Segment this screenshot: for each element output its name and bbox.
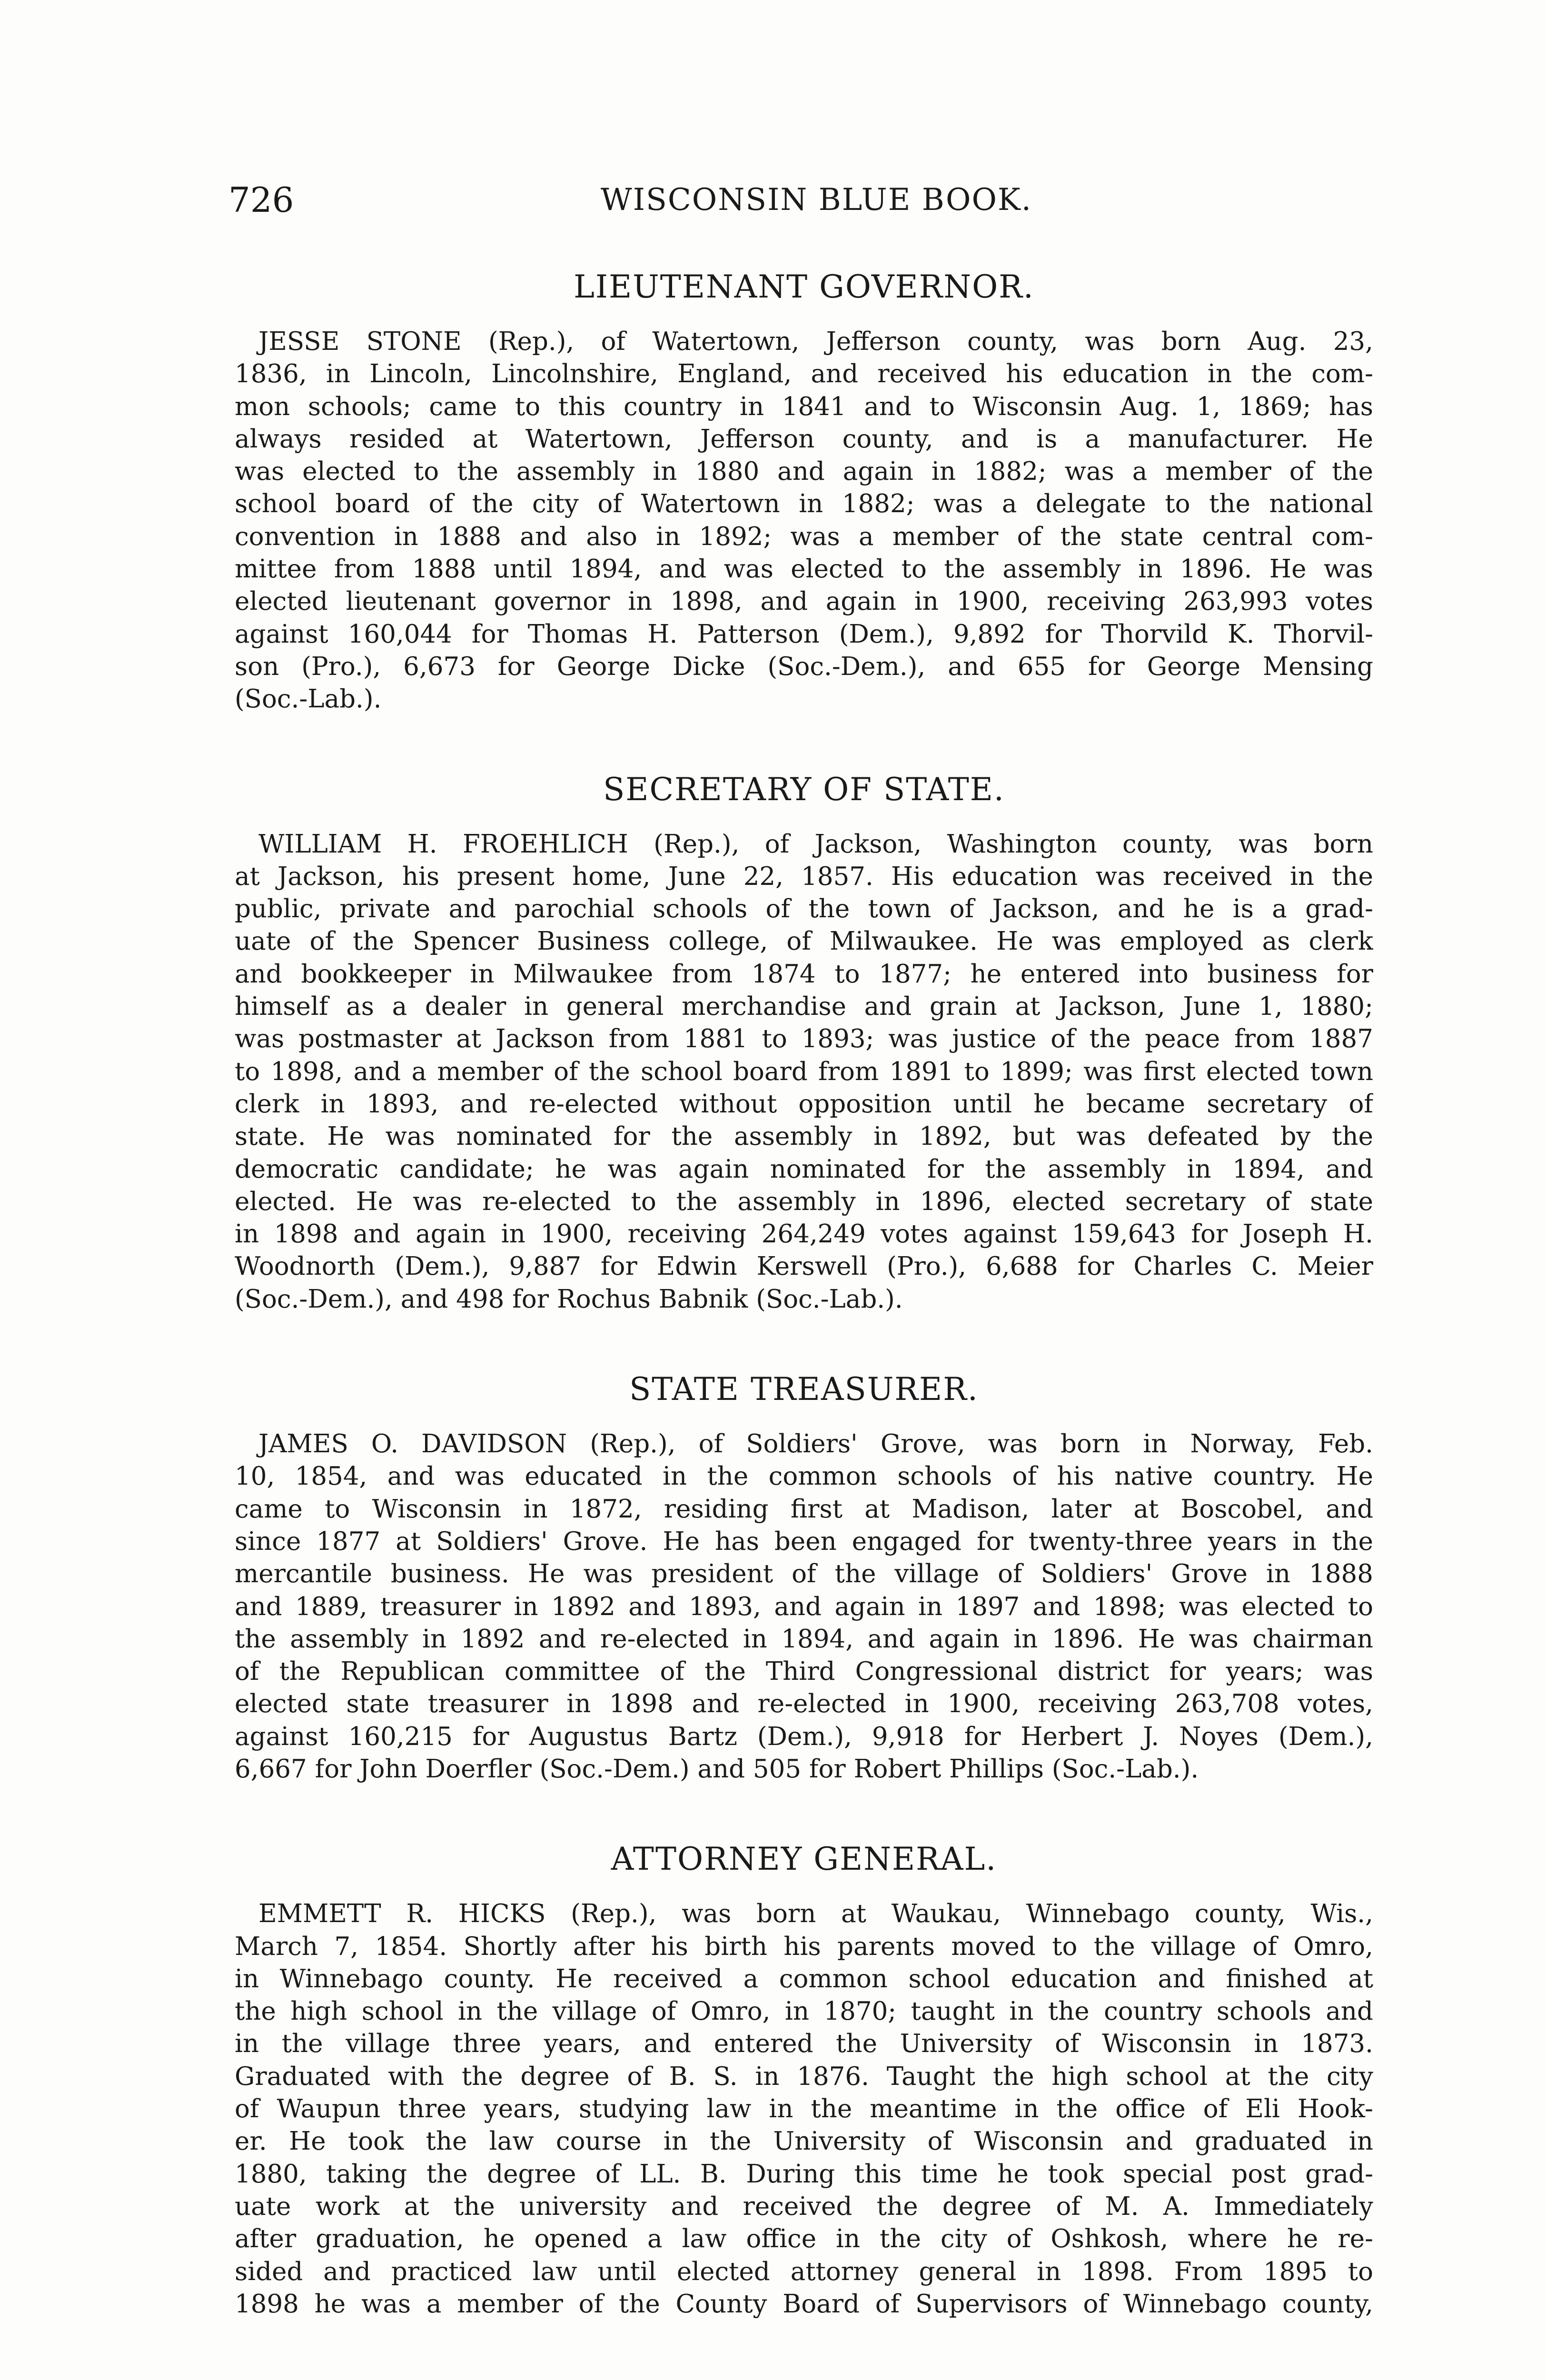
book-title: WISCONSIN BLUE BOOK. [600,182,1032,218]
text-line: convention in 1888 and also in 1892; was a member of the state central com- [235,522,1373,551]
text-line: the high school in the village of Omro, in 1870; taught in the country schools and [235,1997,1373,2026]
running-head [228,178,1404,221]
text-line: after graduation, he opened a law office in the city of Oshkosh, where he re- [235,2224,1373,2254]
text-line: and bookkeeper in Milwaukee from 1874 to 1877; he entered into business for [235,959,1373,989]
text-line: March 7, 1854. Shortly after his birth his parents moved to the village of Omro, [235,1932,1373,1961]
text-line: elected. He was re-elected to the assembly in 1896, elected secretary of state [235,1187,1373,1216]
text-line: himself as a dealer in general merchandise and grain at Jackson, June 1, 1880; [235,992,1373,1021]
text-line: elected state treasurer in 1898 and re-elected in 1900, receiving 263,708 votes, [235,1689,1373,1719]
text-line: always resided at Watertown, Jefferson county, and is a manufacturer. He [235,424,1373,454]
text-line: of the Republican committee of the Third Congressional district for years; was [235,1657,1373,1686]
text-line: uate of the Spencer Business college, of Milwaukee. He was employed as clerk [235,927,1373,956]
text-line: since 1877 at Soldiers' Grove. He has been engaged for twenty-three years in the [235,1527,1373,1556]
text-line: 1836, in Lincoln, Lincolnshire, England, and received his education in the com- [235,359,1373,389]
text-line: school board of the city of Watertown in 1882; was a delegate to the national [235,489,1373,519]
text-line: er. He took the law course in the University of Wisconsin and graduated in [235,2127,1373,2156]
text-line: EMMETT R. HICKS (Rep.), was born at Waukau, Winnebago county, Wis., [258,1899,1373,1929]
text-line: was elected to the assembly in 1880 and again in 1882; was a member of the [235,457,1373,486]
text-line: at Jackson, his present home, June 22, 1857. His education was received in the [235,862,1373,891]
text-line: against 160,215 for Augustus Bartz (Dem.), 9,918 for Herbert J. Noyes (Dem.), [235,1722,1373,1751]
text-line: in the village three years, and entered the University of Wisconsin in 1873. [235,2029,1373,2059]
text-line: mercantile business. He was president of the village of Soldiers' Grove in 1888 [235,1559,1373,1589]
text-line: was postmaster at Jackson from 1881 to 1893; was justice of the peace from 1887 [235,1024,1373,1054]
section-heading: LIEUTENANT GOVERNOR. [574,268,1034,305]
text-line: clerk in 1893, and re-elected without opposition until he became secretary of [235,1089,1373,1119]
section-state-treasurer [235,1369,1373,1785]
text-line: mittee from 1888 until 1894, and was elected to the assembly in 1896. He was [235,555,1373,584]
text-line: mon schools; came to this country in 1841 and to Wisconsin Aug. 1, 1869; has [235,392,1373,421]
text-line: in Winnebago county. He received a common school education and finished at [235,1964,1373,1993]
text-line: in 1898 and again in 1900, receiving 264,249 votes against 159,643 for Joseph H. [235,1220,1373,1249]
text-line: and 1889, treasurer in 1892 and 1893, and again in 1897 and 1898; was elected to [235,1592,1373,1621]
text-line: public, private and parochial schools of the town of Jackson, and he is a grad- [235,894,1373,924]
section-secretary-of-state [235,769,1373,1316]
section-heading: ATTORNEY GENERAL. [611,1841,997,1878]
text-line: 6,667 for John Doerfler (Soc.-Dem.) and 505 for Robert Phillips (Soc.-Lab.). [235,1754,1199,1784]
text-line: Graduated with the degree of B. S. in 1876. Taught the high school at the city [235,2062,1373,2091]
section-attorney-general [235,1839,1373,2320]
text-line: came to Wisconsin in 1872, residing first at Madison, later at Boscobel, and [235,1494,1373,1524]
section-heading: STATE TREASURER. [629,1371,979,1408]
page-number: 726 [228,180,294,220]
text-line: son (Pro.), 6,673 for George Dicke (Soc.-Dem.), and 655 for George Mensing [235,652,1373,681]
text-line: WILLIAM H. FROEHLICH (Rep.), of Jackson, Washington county, was born [258,829,1373,859]
text-line: (Soc.-Dem.), and 498 for Rochus Babnik (Soc.-Lab.). [235,1284,903,1314]
text-line: to 1898, and a member of the school board from 1891 to 1899; was first elected town [235,1057,1373,1086]
text-line: against 160,044 for Thomas H. Patterson (Dem.), 9,892 for Thorvild K. Thorvil- [235,619,1373,649]
text-column [235,267,1373,2320]
section-body [235,1898,1373,2320]
text-line: sided and practiced law until elected attorney general in 1898. From 1895 to [235,2257,1373,2286]
text-line: 1880, taking the degree of LL. B. During this time he took special post grad- [235,2159,1373,2189]
text-line: of Waupun three years, studying law in the meantime in the office of Eli Hook- [235,2094,1373,2124]
text-line: 1898 he was a member of the County Board of Supervisors of Winnebago county, [235,2289,1373,2319]
text-line: uate work at the university and received the degree of M. A. Immediately [235,2192,1373,2221]
text-line: JESSE STONE (Rep.), of Watertown, Jefferson county, was born Aug. 23, [258,327,1373,356]
section-body [235,828,1373,1316]
text-line: (Soc.-Lab.). [235,684,382,714]
text-line: 10, 1854, and was educated in the common schools of his native country. He [235,1462,1373,1491]
text-line: democratic candidate; he was again nominated for the assembly in 1894, and [235,1154,1373,1184]
text-line: elected lieutenant governor in 1898, and again in 1900, receiving 263,993 votes [235,587,1373,616]
section-lieutenant-governor [235,267,1373,716]
text-line: the assembly in 1892 and re-elected in 1894, and again in 1896. He was chairman [235,1624,1373,1654]
section-body [235,326,1373,716]
section-body [235,1428,1373,1785]
text-line: JAMES O. DAVIDSON (Rep.), of Soldiers' Grove, was born in Norway, Feb. [258,1429,1373,1459]
text-line: Woodnorth (Dem.), 9,887 for Edwin Kerswell (Pro.), 6,688 for Charles C. Meier [235,1252,1373,1281]
section-heading: SECRETARY OF STATE. [603,771,1005,808]
text-line: state. He was nominated for the assembly in 1892, but was defeated by the [235,1122,1373,1151]
